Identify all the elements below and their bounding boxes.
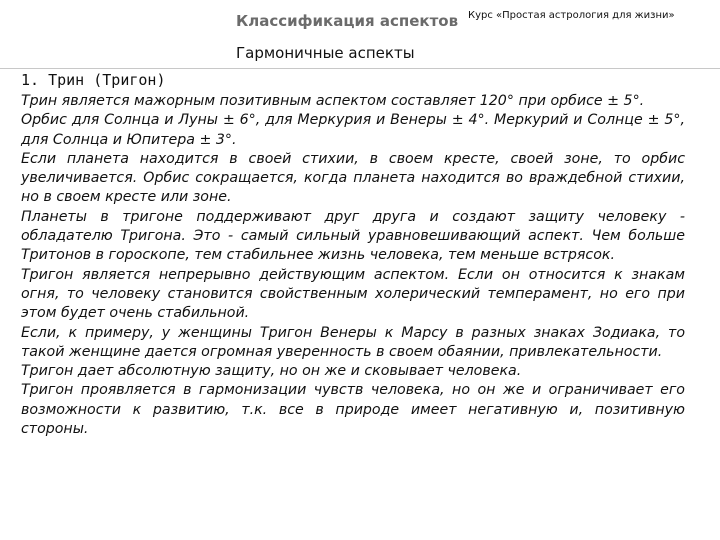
body-text <box>21 92 685 439</box>
divider <box>0 68 720 69</box>
paragraph: Орбис для Солнца и Луны ± 6°, для Меркурия и Венеры ± 4°. Меркурий и Солнце ± 5°, для Солнца и Юпитера ± 3°. <box>21 112 685 148</box>
slide-subtitle: Гармоничные аспекты <box>236 44 415 62</box>
paragraph: Тригон является непрерывно действующим аспектом. Если он относится к знакам огня, то человеку становится свойственным холерический темперамент, но его при этом будет очень стабильной. <box>21 266 685 322</box>
paragraph: Тригон дает абсолютную защиту, но он же и сковывает человека. <box>21 363 522 380</box>
header-title: Классификация аспектов <box>236 12 459 30</box>
section-heading: 1. Трин (Тригон) <box>21 71 166 89</box>
paragraph: Если планета находится в своей стихии, в своем кресте, своей зоне, то орбис увеличивается. Орбис сокращается, когда планета находится во враждебной стихии, но в своем кресте или зоне. <box>21 150 685 206</box>
paragraph: Если, к примеру, у женщины Тригон Венеры к Марсу в разных знаках Зодиака, то такой женщине дается огромная уверенность в своем обаянии, привлекательности. <box>21 324 685 360</box>
paragraph: Трин является мажорным позитивным аспектом составляет 120° при орбисе ± 5°. <box>21 93 645 109</box>
paragraph: Планеты в тригоне поддерживают друг друга и создают защиту человеку - обладателю Тригона. Это - самый сильный уравновешивающий аспект. Чем больше Тритонов в гороскопе, тем стабильнее жизнь человека, тем меньше встрясок. <box>21 208 685 264</box>
course-name: Курс «Простая астрология для жизни» <box>468 10 675 21</box>
paragraph: Тригон проявляется в гармонизации чувств человека, но он же и ограничивает его возможности к развитию, т.к. все в природе имеет негативную и, позитивную стороны. <box>21 382 685 438</box>
